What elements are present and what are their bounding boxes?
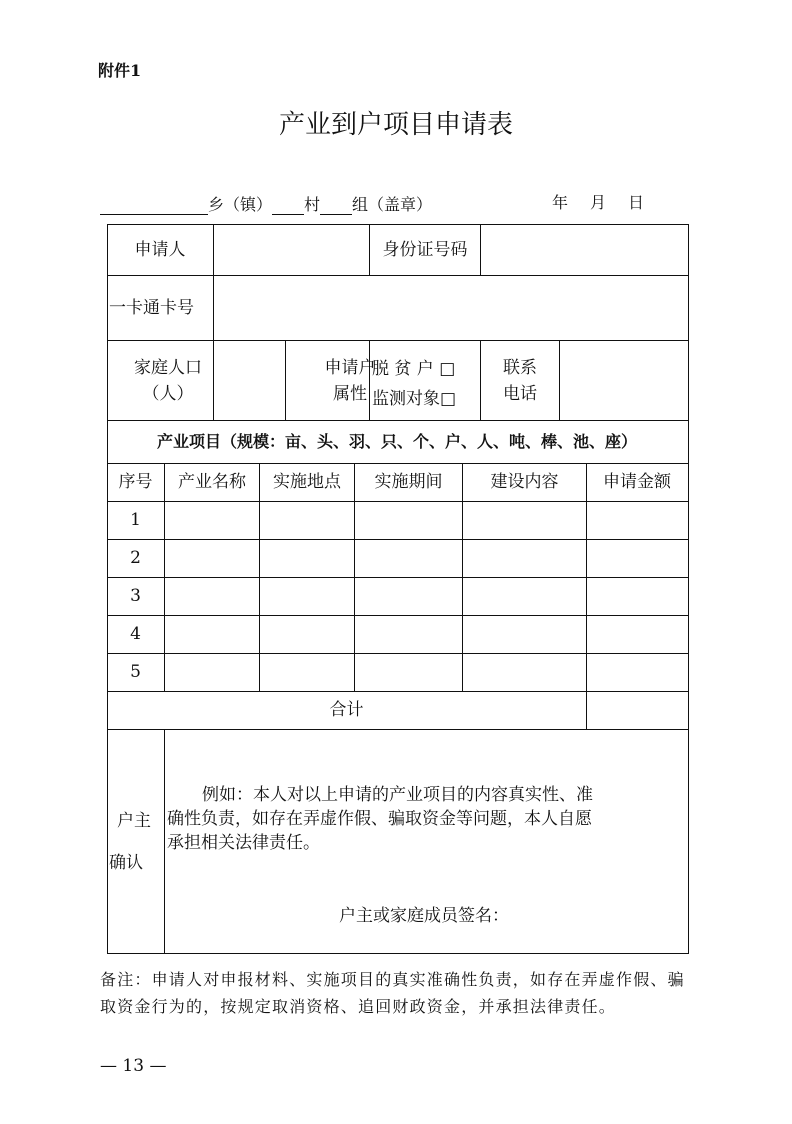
group-label: 组（盖章）: [352, 195, 433, 214]
card-number-field[interactable]: [214, 276, 687, 340]
row-divider: [107, 729, 688, 730]
confirm-label-line1: 户主: [117, 811, 151, 831]
col-header-index: 序号: [118, 472, 153, 493]
phone-label: [481, 342, 559, 420]
town-label: 乡（镇）: [208, 195, 273, 214]
row-number: 3: [130, 586, 141, 607]
phone-field[interactable]: [560, 341, 687, 420]
village-label: 村: [304, 195, 321, 214]
col-header-amount: 申请金额: [603, 472, 671, 493]
footnote: 备注：申请人对申报材料、实施项目的真实准确性负责，如存在弄虚作假、骗取资金行为的，按规定取消资格、追回财政资金，并承担法律责任。: [100, 970, 685, 1016]
signature-label: 户主或家庭成员签名：: [339, 906, 509, 926]
confirm-text-line2: 确性负责，如存在弄虚作假、骗取资金等问题，本人自愿: [167, 809, 592, 829]
col-header-location: 实施地点: [273, 472, 341, 493]
page-title: 产业到户项目申请表: [278, 110, 513, 140]
row-number: 1: [130, 510, 141, 531]
col-header-period: 实施期间: [374, 472, 443, 493]
row-number: 4: [130, 624, 141, 645]
project-section-header: 产业项目（规模：亩、头、羽、只、个、户、人、吨、棒、池、座）: [156, 431, 637, 451]
total-label: 合计: [329, 700, 364, 721]
col-divider: [164, 729, 165, 953]
date-line: [552, 190, 666, 213]
household-size-field[interactable]: [214, 341, 285, 420]
row-divider: [107, 653, 688, 654]
household-label-line1: 家庭人口: [134, 357, 202, 378]
day-label: 日: [628, 193, 645, 212]
option-monitored-checkbox[interactable]: 监测对象□: [372, 389, 457, 409]
year-label: 年: [552, 193, 569, 212]
row-number: 5: [130, 662, 141, 683]
id-number-label: 身份证号码: [382, 239, 468, 260]
month-label: 月: [590, 193, 607, 212]
id-number-field[interactable]: [481, 224, 687, 276]
phone-label-line1: 联系: [503, 357, 537, 378]
town-blank[interactable]: [100, 196, 208, 215]
village-blank[interactable]: [272, 196, 304, 215]
row-divider: [107, 501, 688, 502]
row-divider: [107, 615, 688, 616]
household-label-line2: （人）: [142, 384, 194, 404]
household-size-label: [123, 342, 213, 420]
attachment-label: 附件1: [98, 61, 142, 80]
applicant-field[interactable]: [214, 224, 369, 276]
row-number: 2: [130, 548, 141, 569]
col-header-content: 建设内容: [490, 472, 559, 493]
attr-label-line2: 属性: [333, 384, 367, 404]
row-divider: [107, 539, 688, 540]
col-header-industry-name: 产业名称: [178, 472, 246, 493]
group-blank[interactable]: [320, 196, 352, 215]
col-divider: [586, 463, 587, 729]
applicant-label: 申请人: [134, 239, 186, 260]
card-number-label: 一卡通卡号: [109, 297, 194, 318]
phone-label-line2: 电话: [503, 384, 537, 404]
attr-label-line1: 申请户: [324, 357, 376, 378]
confirm-label-line2: 确认: [109, 853, 143, 873]
confirm-text-line1: 例如：本人对以上申请的产业项目的内容真实性、准: [202, 785, 593, 805]
attribute-options: [372, 356, 462, 412]
total-amount-field[interactable]: [587, 692, 687, 729]
confirm-text-line3: 承担相关法律责任。: [167, 833, 320, 853]
page-number: — 13 —: [100, 1056, 167, 1076]
option-poverty-relief-checkbox[interactable]: 脱 贫 户 □: [372, 359, 456, 379]
row-divider: [107, 577, 688, 578]
header-location-line: [100, 192, 432, 215]
application-form-table: [107, 224, 689, 954]
